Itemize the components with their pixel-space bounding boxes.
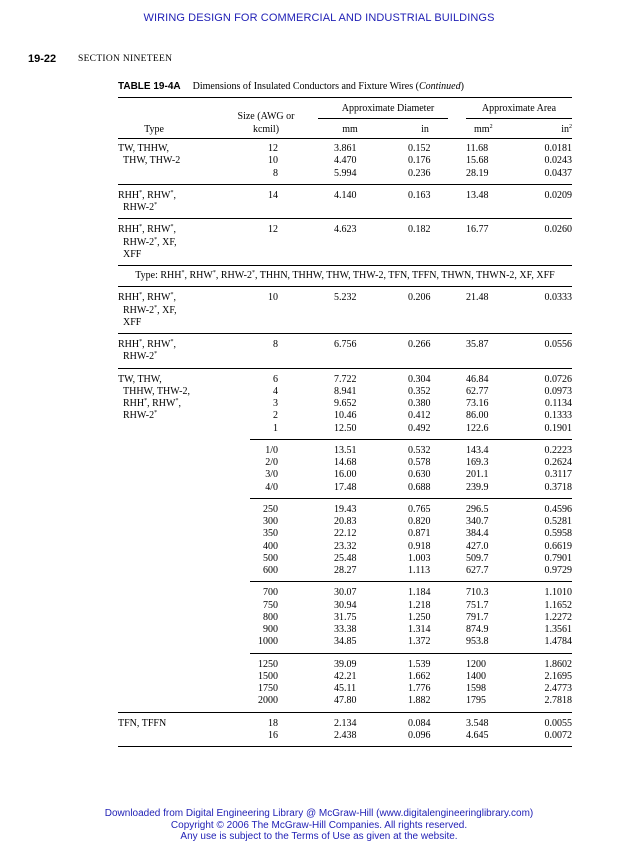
diameter-in-cell: 0.871 xyxy=(408,528,431,540)
area-in2-cell: 2.4773 xyxy=(544,683,572,694)
area-mm2-cell: 953.8 xyxy=(466,636,489,648)
area-mm2-cell: 35.87 xyxy=(466,339,489,350)
header-diameter-rule xyxy=(318,118,448,119)
group-rule xyxy=(118,218,572,219)
area-in2-cell: 0.6619 xyxy=(544,540,572,552)
subgroup-rule xyxy=(250,498,572,499)
table-number: TABLE 19-4A xyxy=(118,81,181,92)
diameter-in-cell: 1.314 xyxy=(408,624,431,635)
area-in2-cell: 0.0437 xyxy=(544,167,572,179)
diameter-mm-cell: 14.68 xyxy=(334,457,357,468)
diameter-mm-cell: 31.75 xyxy=(334,611,357,623)
diameter-mm-cell: 34.85 xyxy=(334,636,357,648)
area-mm2-cell: 15.68 xyxy=(466,155,489,167)
size-cell: 8 xyxy=(273,167,278,179)
area-mm2-cell: 296.5 xyxy=(466,503,489,515)
size-cell: 14 xyxy=(268,189,278,201)
type-cell: XFF xyxy=(118,316,142,328)
diameter-mm-cell: 4.470 xyxy=(334,155,357,167)
diameter-in-cell: 0.236 xyxy=(408,167,431,179)
diameter-mm-cell: 47.80 xyxy=(334,695,357,707)
diameter-in-cell: 0.304 xyxy=(408,373,431,385)
diameter-in-cell: 0.380 xyxy=(408,398,431,409)
table-caption: TABLE 19-4A Dimensions of Insulated Conductors and Fixture Wires (Continued) xyxy=(118,81,464,92)
area-mm2-cell: 122.6 xyxy=(466,422,489,434)
diameter-in-cell: 1.539 xyxy=(408,658,431,670)
area-in2-cell: 0.0556 xyxy=(544,339,572,350)
size-cell: 900 xyxy=(263,624,278,635)
diameter-mm-cell: 22.12 xyxy=(334,528,357,540)
header-bottom-rule xyxy=(118,138,572,139)
area-in2-cell: 0.0243 xyxy=(544,155,572,167)
size-cell: 750 xyxy=(263,599,278,611)
diameter-mm-cell: 23.32 xyxy=(334,540,357,552)
diameter-in-cell: 0.918 xyxy=(408,540,431,552)
diameter-mm-cell: 9.652 xyxy=(334,398,357,409)
type-cell: RHW-2* xyxy=(118,410,158,422)
area-in2-cell: 1.1652 xyxy=(544,599,572,611)
area-in2-cell: 0.0333 xyxy=(544,292,572,304)
area-mm2-cell: 1795 xyxy=(466,695,486,707)
area-mm2-cell: 46.84 xyxy=(466,373,489,385)
diameter-in-cell: 0.352 xyxy=(408,385,431,397)
area-mm2-cell: 710.3 xyxy=(466,587,489,599)
area-mm2-cell: 791.7 xyxy=(466,611,489,623)
diameter-mm-cell: 39.09 xyxy=(334,658,357,670)
diameter-in-cell: 1.218 xyxy=(408,599,431,611)
diameter-mm-cell: 33.38 xyxy=(334,624,357,635)
diameter-in-cell: 1.882 xyxy=(408,695,431,707)
size-cell: 800 xyxy=(263,611,278,623)
group-rule xyxy=(118,368,572,369)
type-cell: RHW-2* xyxy=(118,202,158,213)
type-cell: TW, THW, xyxy=(118,373,162,385)
header-area-rule xyxy=(466,118,572,119)
diameter-in-cell: 0.266 xyxy=(408,339,431,350)
size-cell: 3/0 xyxy=(265,469,278,481)
size-cell: 4/0 xyxy=(265,481,278,493)
size-cell: 1250 xyxy=(258,658,278,670)
area-mm2-cell: 509.7 xyxy=(466,552,489,564)
area-in2-cell: 0.3718 xyxy=(544,481,572,493)
area-in2-cell: 0.1901 xyxy=(544,422,572,434)
diameter-mm-cell: 12.50 xyxy=(334,422,357,434)
area-mm2-cell: 751.7 xyxy=(466,599,489,611)
page-number: 19-22 xyxy=(28,53,57,65)
diameter-mm-cell: 5.232 xyxy=(334,292,357,304)
table-top-rule xyxy=(118,97,572,98)
area-mm2-cell: 340.7 xyxy=(466,516,489,527)
diameter-in-cell: 0.688 xyxy=(408,481,431,493)
size-cell: 2 xyxy=(273,410,278,422)
area-in2-cell: 0.7901 xyxy=(544,552,572,564)
size-cell: 1000 xyxy=(258,636,278,648)
diameter-in-cell: 1.250 xyxy=(408,611,431,623)
size-cell: 350 xyxy=(263,528,278,540)
area-in2-cell: 0.9729 xyxy=(544,565,572,576)
diameter-mm-cell: 2.438 xyxy=(334,729,357,741)
area-mm2-cell: 874.9 xyxy=(466,624,489,635)
size-cell: 4 xyxy=(273,385,278,397)
header-type: Type xyxy=(144,124,164,135)
area-mm2-cell: 1200 xyxy=(466,658,486,670)
area-in2-cell: 1.2272 xyxy=(544,611,572,623)
diameter-in-cell: 1.662 xyxy=(408,670,431,682)
diameter-in-cell: 0.084 xyxy=(408,717,431,729)
diameter-in-cell: 0.630 xyxy=(408,469,431,481)
diameter-in-cell: 0.765 xyxy=(408,503,431,515)
area-in2-cell: 0.0181 xyxy=(544,143,572,154)
area-in2-cell: 0.0055 xyxy=(544,717,572,729)
diameter-in-cell: 0.176 xyxy=(408,155,431,167)
diameter-in-cell: 1.113 xyxy=(408,565,431,576)
area-mm2-cell: 11.68 xyxy=(466,143,489,154)
size-cell: 600 xyxy=(263,565,278,576)
size-cell: 16 xyxy=(268,729,278,741)
type-span-row: Type: RHH*, RHW*, RHW-2*, THHN, THHW, THW, THW-2, TFN, TFFN, THWN, THWN-2, XF, XFF xyxy=(135,270,555,281)
area-mm2-cell: 16.77 xyxy=(466,224,489,236)
size-cell: 6 xyxy=(273,373,278,385)
area-in2-cell: 1.8602 xyxy=(544,658,572,670)
size-cell: 300 xyxy=(263,516,278,527)
type-cell: THW, THW-2 xyxy=(118,155,181,167)
diameter-in-cell: 0.182 xyxy=(408,224,431,236)
type-cell: TW, THHW, xyxy=(118,143,170,154)
size-cell: 1500 xyxy=(258,670,278,682)
subgroup-rule xyxy=(250,581,572,582)
section-name: SECTION NINETEEN xyxy=(78,54,173,64)
type-cell: XFF xyxy=(118,248,142,260)
diameter-mm-cell: 2.134 xyxy=(334,717,357,729)
area-in2-cell: 1.4784 xyxy=(544,636,572,648)
diameter-in-cell: 0.492 xyxy=(408,422,431,434)
area-mm2-cell: 62.77 xyxy=(466,385,489,397)
type-cell: RHH*, RHW*, xyxy=(118,189,176,201)
size-cell: 12 xyxy=(268,224,278,236)
size-cell: 1750 xyxy=(258,683,278,694)
diameter-in-cell: 0.152 xyxy=(408,143,431,154)
footer-line-3: Any use is subject to the Terms of Use as given at the website. xyxy=(180,831,458,842)
size-cell: 500 xyxy=(263,552,278,564)
header-mm: mm xyxy=(342,124,358,135)
diameter-mm-cell: 42.21 xyxy=(334,670,357,682)
area-mm2-cell: 169.3 xyxy=(466,457,489,468)
area-mm2-cell: 1400 xyxy=(466,670,486,682)
area-mm2-cell: 627.7 xyxy=(466,565,489,576)
type-cell: RHW-2*, XF, xyxy=(118,304,177,316)
type-cell: RHH*, RHW*, xyxy=(118,292,176,304)
header-mm2 xyxy=(474,124,514,136)
area-in2-cell: 0.0260 xyxy=(544,224,572,236)
diameter-in-cell: 0.163 xyxy=(408,189,431,201)
group-rule xyxy=(118,184,572,185)
diameter-in-cell: 0.578 xyxy=(408,457,431,468)
size-cell: 10 xyxy=(268,155,278,167)
area-in2-cell: 1.1010 xyxy=(544,587,572,599)
area-mm2-cell: 384.4 xyxy=(466,528,489,540)
diameter-in-cell: 1.184 xyxy=(408,587,431,599)
area-in2-cell: 0.5281 xyxy=(544,516,572,527)
group-rule xyxy=(118,746,572,747)
diameter-in-cell: 1.776 xyxy=(408,683,431,694)
header-size-line1: Size (AWG or xyxy=(237,111,295,122)
diameter-mm-cell: 19.43 xyxy=(334,503,357,515)
header-area: Approximate Area xyxy=(481,103,557,114)
size-cell: 2000 xyxy=(258,695,278,707)
size-cell: 700 xyxy=(263,587,278,599)
group-rule xyxy=(118,333,572,334)
download-footer xyxy=(0,808,638,843)
area-in2-cell: 0.3117 xyxy=(544,469,572,481)
group-rule xyxy=(118,286,572,287)
footer-line-2: Copyright © 2006 The McGraw-Hill Companies. All rights reserved. xyxy=(170,819,468,831)
size-cell: 3 xyxy=(273,398,278,409)
diameter-mm-cell: 30.07 xyxy=(334,587,357,599)
header-in2 xyxy=(532,124,572,136)
header-size-line2: kcmil) xyxy=(252,124,280,135)
area-mm2-cell: 73.16 xyxy=(466,398,489,409)
size-cell: 8 xyxy=(273,339,278,350)
area-in2-cell: 0.4596 xyxy=(544,503,572,515)
area-in2-cell: 0.5958 xyxy=(544,528,572,540)
diameter-in-cell: 0.532 xyxy=(408,444,431,456)
diameter-in-cell: 0.096 xyxy=(408,729,431,741)
diameter-mm-cell: 45.11 xyxy=(334,683,357,694)
diameter-mm-cell: 17.48 xyxy=(334,481,357,493)
diameter-in-cell: 0.412 xyxy=(408,410,431,422)
header-mm2-base: mm xyxy=(474,124,490,135)
diameter-in-cell: 1.003 xyxy=(408,552,431,564)
area-mm2-cell: 28.19 xyxy=(466,167,489,179)
area-mm2-cell: 143.4 xyxy=(466,444,489,456)
diameter-in-cell: 0.206 xyxy=(408,292,431,304)
area-in2-cell: 2.7818 xyxy=(544,695,572,707)
table-caption-suffix: Continued xyxy=(418,81,461,92)
subgroup-rule xyxy=(250,653,572,654)
type-cell: RHW-2* xyxy=(118,351,158,363)
size-cell: 400 xyxy=(263,540,278,552)
area-mm2-cell: 4.645 xyxy=(466,729,489,741)
header-diameter: Approximate Diameter xyxy=(341,103,435,114)
header-mm2-exponent: 2 xyxy=(489,124,493,130)
area-mm2-cell: 13.48 xyxy=(466,189,489,201)
type-cell: RHW-2*, XF, xyxy=(118,236,177,248)
size-cell: 1/0 xyxy=(265,444,278,456)
header-in2-exponent: 2 xyxy=(569,124,572,130)
area-mm2-cell: 239.9 xyxy=(466,481,489,493)
diameter-in-cell: 1.372 xyxy=(408,636,431,648)
area-in2-cell: 0.0072 xyxy=(544,729,572,741)
table-caption-text: Dimensions of Insulated Conductors and Fixture Wires xyxy=(192,81,414,92)
type-cell: RHH*, RHW*, xyxy=(118,224,176,236)
diameter-mm-cell: 16.00 xyxy=(334,469,357,481)
area-mm2-cell: 1598 xyxy=(466,683,486,694)
area-in2-cell: 0.2223 xyxy=(544,444,572,456)
diameter-mm-cell: 7.722 xyxy=(334,373,357,385)
diameter-mm-cell: 25.48 xyxy=(334,552,357,564)
area-mm2-cell: 86.00 xyxy=(466,410,489,422)
area-in2-cell: 0.2624 xyxy=(544,457,572,468)
diameter-mm-cell: 13.51 xyxy=(334,444,357,456)
diameter-mm-cell: 3.861 xyxy=(334,143,357,154)
diameter-mm-cell: 30.94 xyxy=(334,599,357,611)
area-in2-cell: 0.1333 xyxy=(544,410,572,422)
area-in2-cell: 0.0209 xyxy=(544,189,572,201)
area-in2-cell: 1.3561 xyxy=(544,624,572,635)
area-mm2-cell: 21.48 xyxy=(466,292,489,304)
type-cell: RHH*, RHW*, xyxy=(118,339,176,350)
group-rule xyxy=(118,265,572,266)
diameter-mm-cell: 8.941 xyxy=(334,385,357,397)
size-cell: 1 xyxy=(273,422,278,434)
area-in2-cell: 0.1134 xyxy=(544,398,572,409)
area-in2-cell: 0.0726 xyxy=(544,373,572,385)
type-cell: RHH*, RHW*, xyxy=(118,398,181,409)
header-in: in xyxy=(421,124,429,135)
group-rule xyxy=(118,712,572,713)
size-cell: 18 xyxy=(268,717,278,729)
running-head: WIRING DESIGN FOR COMMERCIAL AND INDUSTRIAL BUILDINGS xyxy=(143,12,495,24)
area-mm2-cell: 201.1 xyxy=(466,469,489,481)
diameter-mm-cell: 4.623 xyxy=(334,224,357,236)
area-mm2-cell: 3.548 xyxy=(466,717,489,729)
size-cell: 10 xyxy=(268,292,278,304)
subgroup-rule xyxy=(250,439,572,440)
size-cell: 2/0 xyxy=(265,457,278,468)
diameter-mm-cell: 4.140 xyxy=(334,189,357,201)
diameter-mm-cell: 6.756 xyxy=(334,339,357,350)
diameter-in-cell: 0.820 xyxy=(408,516,431,527)
footer-line-1: Downloaded from Digital Engineering Library @ McGraw-Hill (www.digitalengineeringlibrary.com) xyxy=(104,808,534,819)
size-cell: 250 xyxy=(263,503,278,515)
diameter-mm-cell: 20.83 xyxy=(334,516,357,527)
diameter-mm-cell: 28.27 xyxy=(334,565,357,576)
diameter-mm-cell: 10.46 xyxy=(334,410,357,422)
size-cell: 12 xyxy=(268,143,278,154)
area-in2-cell: 0.0973 xyxy=(544,385,572,397)
area-in2-cell: 2.1695 xyxy=(544,670,572,682)
area-mm2-cell: 427.0 xyxy=(466,540,489,552)
diameter-mm-cell: 5.994 xyxy=(334,167,357,179)
type-cell: TFN, TFFN xyxy=(118,717,167,729)
type-cell: THHW, THW-2, xyxy=(118,385,190,397)
header-in2-base: in xyxy=(561,124,569,135)
